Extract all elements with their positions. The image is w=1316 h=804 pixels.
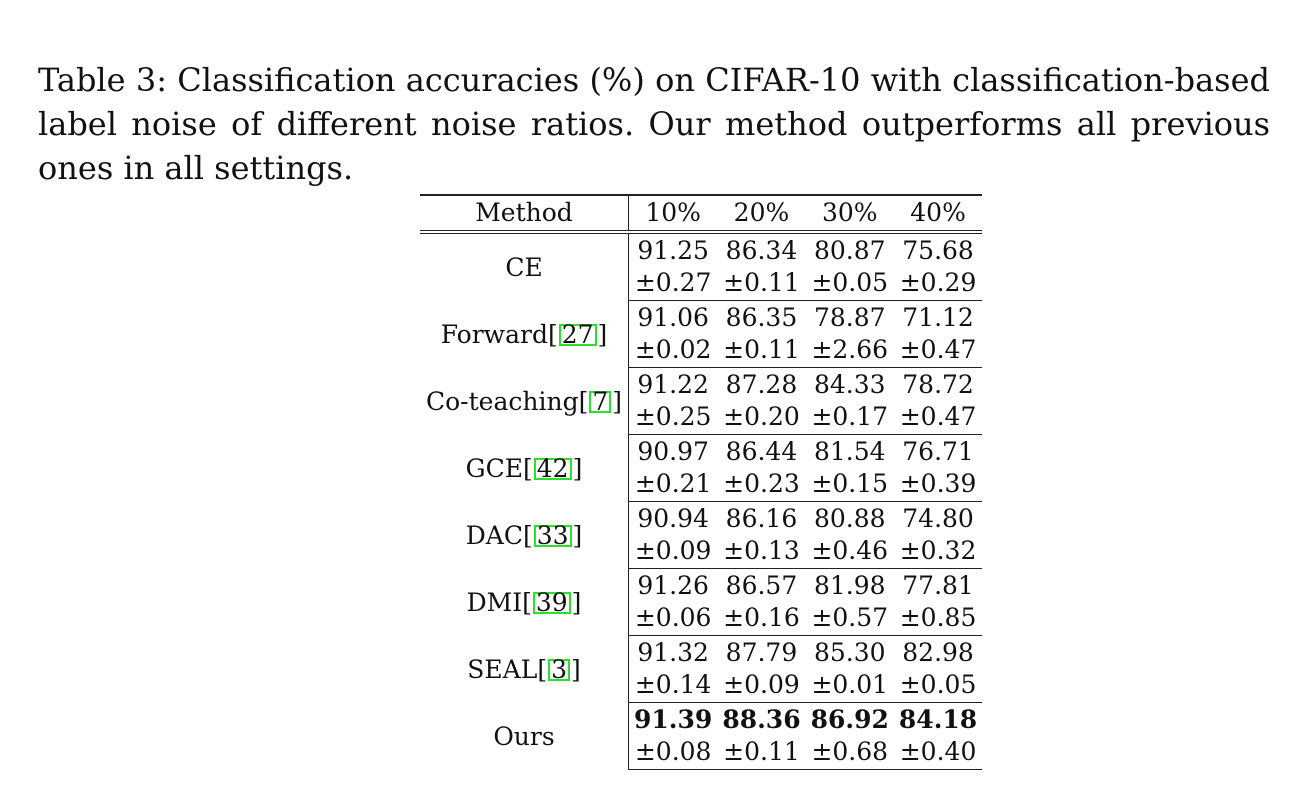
table-body (420, 232, 982, 770)
std-cell: ±0.08 (629, 736, 718, 770)
std-cell: ±0.25 (629, 401, 718, 435)
header-40: 40% (894, 195, 982, 232)
std-cell: ±0.46 (806, 535, 894, 569)
mean-cell: 86.44 (725, 437, 798, 466)
mean-cell: 86.16 (725, 504, 798, 533)
method-cell: DAC[ 33 ] (420, 502, 629, 569)
std-cell: ±0.05 (894, 669, 982, 703)
std-cell: ±0.47 (894, 334, 982, 368)
std-cell: ±0.11 (717, 334, 805, 368)
mean-cell: 86.92 (810, 705, 889, 734)
std-cell: ±0.16 (717, 602, 805, 636)
mean-cell: 90.94 (637, 504, 709, 533)
mean-cell: 88.36 (722, 705, 801, 734)
mean-cell: 74.80 (902, 504, 974, 533)
method-name: SEAL (467, 654, 538, 684)
mean-cell: 81.98 (813, 571, 886, 600)
table-row (420, 232, 982, 267)
method-name: Forward (440, 319, 548, 349)
std-cell: ±0.09 (717, 669, 805, 703)
method-cell: Co-teaching[ 7 ] (420, 368, 629, 435)
std-cell: ±0.85 (894, 602, 982, 636)
std-cell: ±0.15 (806, 468, 894, 502)
results-table (420, 194, 982, 770)
std-cell: ±0.32 (894, 535, 982, 569)
table-row (420, 636, 982, 670)
mean-cell: 71.12 (902, 303, 974, 332)
std-cell: ±0.11 (717, 267, 805, 301)
mean-cell: 80.88 (813, 504, 886, 533)
header-20: 20% (717, 195, 805, 232)
std-cell: ±0.57 (806, 602, 894, 636)
mean-cell: 86.34 (725, 236, 798, 265)
citation-link[interactable]: 42 (534, 458, 572, 480)
std-cell: ±0.05 (806, 267, 894, 301)
mean-cell: 91.32 (637, 638, 709, 667)
citation-link[interactable]: 39 (533, 592, 571, 614)
method-cell: GCE[ 42 ] (420, 435, 629, 502)
mean-cell: 86.57 (725, 571, 798, 600)
mean-cell: 87.79 (725, 638, 798, 667)
mean-cell: 78.87 (813, 303, 886, 332)
std-cell: ±0.47 (894, 401, 982, 435)
std-cell: ±0.21 (629, 468, 718, 502)
mean-cell: 77.81 (902, 571, 974, 600)
citation-link[interactable]: 27 (559, 324, 597, 346)
header-method: Method (420, 195, 629, 232)
table-row (420, 703, 982, 737)
mean-cell: 75.68 (902, 236, 974, 265)
std-cell: ±0.06 (629, 602, 718, 636)
method-cell: Forward[ 27 ] (420, 301, 629, 368)
mean-cell: 86.35 (725, 303, 798, 332)
citation-link[interactable]: 3 (548, 659, 570, 681)
table-row (420, 301, 982, 335)
method-name: GCE (465, 453, 524, 483)
header-10: 10% (629, 195, 718, 232)
std-cell: ±0.20 (717, 401, 805, 435)
std-cell: ±0.09 (629, 535, 718, 569)
std-cell: ±0.14 (629, 669, 718, 703)
method-name: DAC (465, 520, 523, 550)
std-cell: ±0.27 (629, 267, 718, 301)
std-cell: ±2.66 (806, 334, 894, 368)
mean-cell: 91.25 (637, 236, 709, 265)
mean-cell: 80.87 (813, 236, 886, 265)
mean-cell: 84.33 (813, 370, 886, 399)
mean-cell: 81.54 (813, 437, 886, 466)
mean-cell: 91.39 (634, 705, 713, 734)
std-cell: ±0.23 (717, 468, 805, 502)
mean-cell: 84.18 (898, 705, 978, 734)
table-row (420, 435, 982, 469)
citation-link[interactable]: 33 (534, 525, 572, 547)
method-cell: SEAL[ 3 ] (420, 636, 629, 703)
mean-cell: 91.22 (637, 370, 709, 399)
table-caption: Table 3: Classification accuracies (%) on CIFAR-10 with classification-based label noise of different noise ratios. Our method outperforms all previous ones in all settings. (38, 61, 1270, 187)
mean-cell: 91.26 (637, 571, 709, 600)
method-cell (420, 703, 629, 770)
method-name: DMI (466, 587, 523, 617)
method-cell: DMI[ 39 ] (420, 569, 629, 636)
mean-cell: 82.98 (902, 638, 974, 667)
method-cell (420, 232, 629, 301)
std-cell: ±0.68 (806, 736, 894, 770)
std-cell: ±0.17 (806, 401, 894, 435)
method-name: Ours (493, 721, 555, 751)
mean-cell: 87.28 (725, 370, 798, 399)
header-30: 30% (806, 195, 894, 232)
mean-cell: 78.72 (902, 370, 974, 399)
std-cell: ±0.40 (894, 736, 982, 770)
mean-cell: 91.06 (637, 303, 709, 332)
std-cell: ±0.02 (629, 334, 718, 368)
mean-cell: 90.97 (637, 437, 709, 466)
mean-cell: 85.30 (813, 638, 886, 667)
std-cell: ±0.13 (717, 535, 805, 569)
std-cell: ±0.39 (894, 468, 982, 502)
method-name: CE (505, 252, 543, 282)
header-row (420, 195, 982, 232)
mean-cell: 76.71 (902, 437, 974, 466)
std-cell: ±0.01 (806, 669, 894, 703)
std-cell: ±0.29 (894, 267, 982, 301)
table-row (420, 368, 982, 402)
table-row (420, 502, 982, 536)
std-cell: ±0.11 (717, 736, 805, 770)
citation-link[interactable]: 7 (589, 391, 611, 413)
table-row (420, 569, 982, 603)
method-name: Co-teaching (426, 386, 579, 416)
